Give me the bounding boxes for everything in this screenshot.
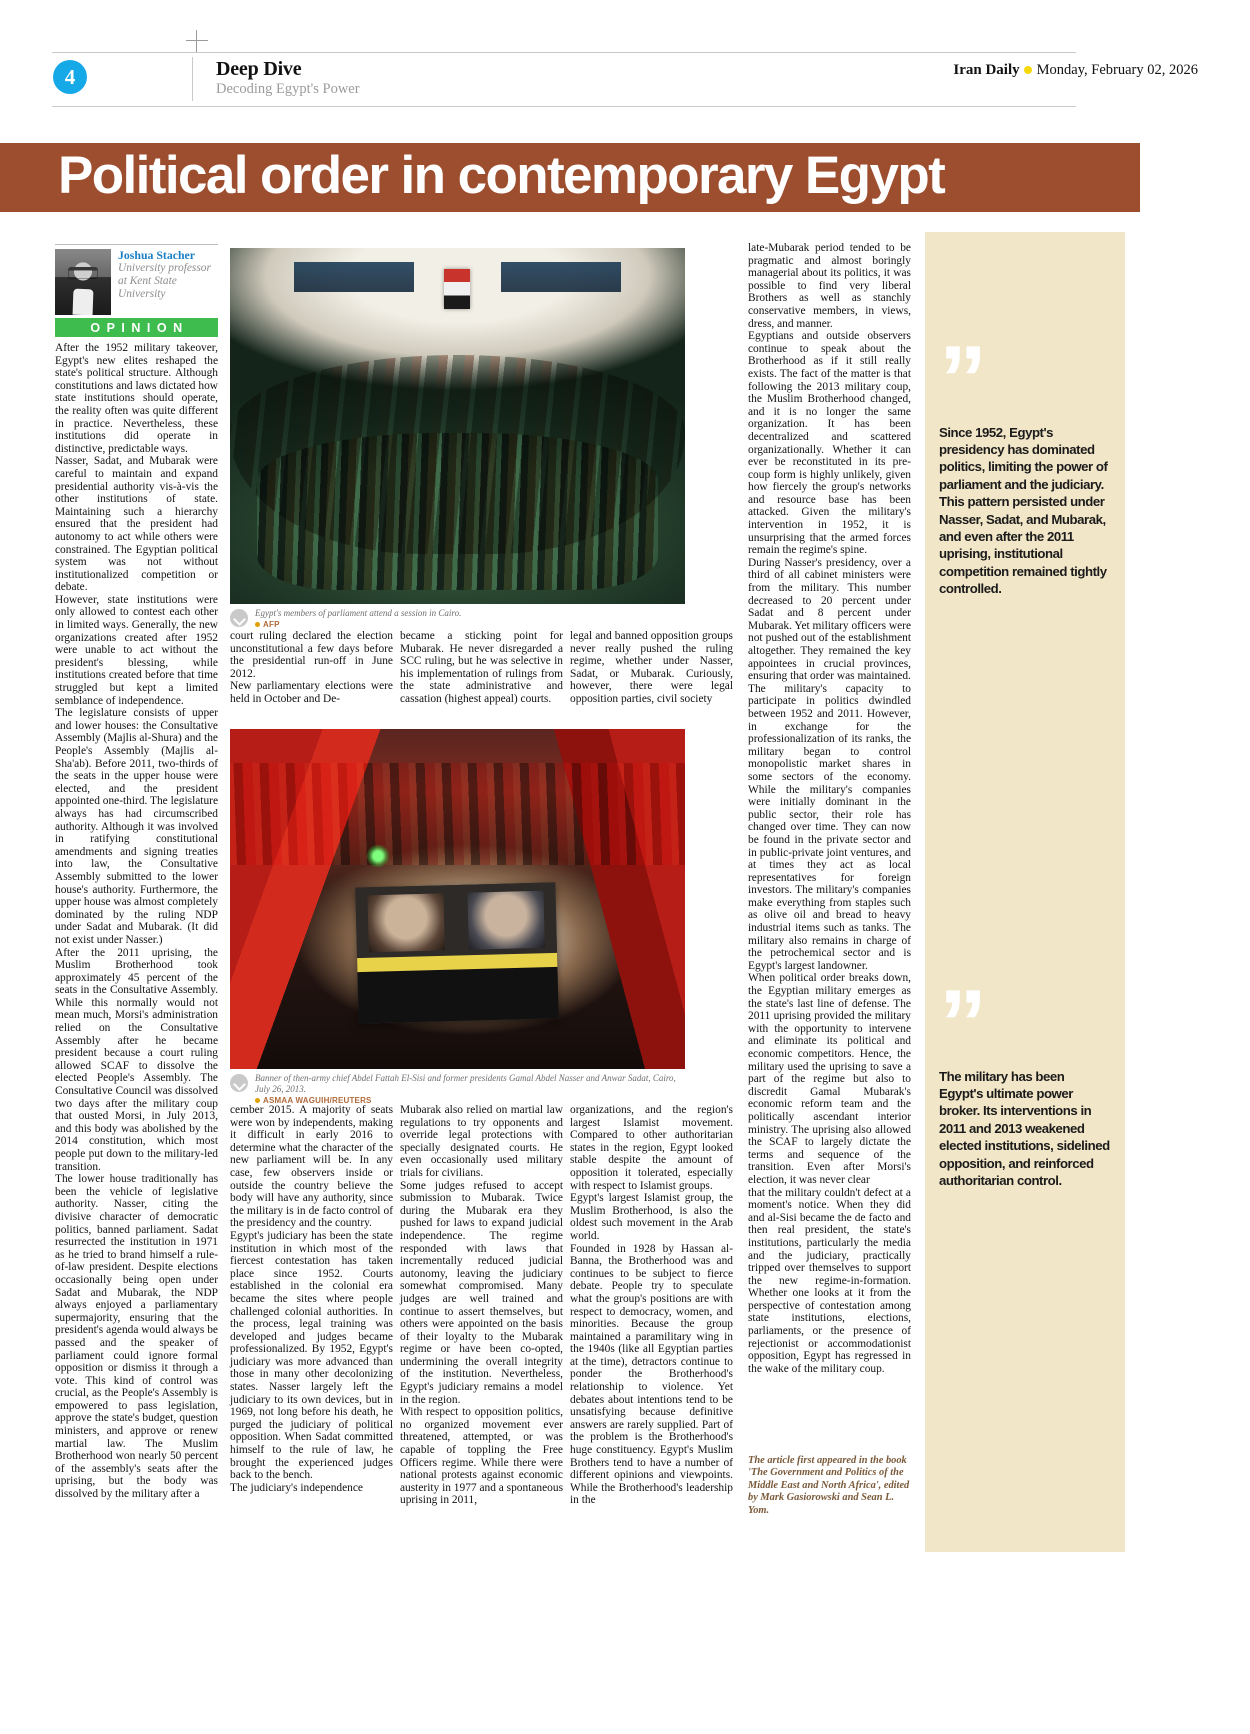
paragraph: The judiciary's independence bbox=[230, 1481, 363, 1494]
paragraph: The legislature consists of upper and lower houses: the Consultative Assembly (Majlis al-Shura) and the People's Assembly (Majlis al-Sha'ab). Before 2011, two-thirds of the seats in the upper house were elected, and the president appointed one-third. The legislature always has had circumscribed authority. Although it was involved in ratifying constitutional amendments and signing treaties into law, the Consultative Assembly submitted to the lower house's authority. Furthermore, the upper house was almost completely dominated by the ruling NDP under Sadat and Mubarak. (It did not exist under Nasser.) bbox=[55, 707, 219, 946]
publication-date: Monday, February 02, 2026 bbox=[1036, 62, 1198, 78]
paragraph: cember 2015. A majority of seats were won by independents, making it difficult in early 2016 to determine what the character of the new parliament will be. In any case, few observers inside or outside the country believe the body will have any authority, since the military is in de facto control of the presidency and the country. bbox=[230, 1104, 393, 1230]
paragraph: Founded in 1928 by Hassan al-Banna, the Brotherhood was and continues to be subject to fierce debate. People try to speculate what the group's positions are with respect to democracy, women, and minorities. Because the group maintained a paramilitary wing in the 1940s (like all Egyptian parties at the time), detractors continue to ponder the Brotherhood's relationship to violence. Yet debates about intentions tend to be unsatisfying because definitive answers are rarely supplied. Part of the problem is the Brotherhood's huge constituency. Egypt's Muslim Brothers tend to have a number of different opinions and viewpoints. While the Brotherhood's leadership in the bbox=[570, 1242, 733, 1507]
paragraph: late-Mubarak period tended to be pragmatic and almost boringly managerial about its politics, it was possible to find very liberal Brothers as well as stanchly conservative members, in views, dress, and manner. bbox=[748, 242, 911, 330]
paragraph: Mubarak also relied on martial law regulations to try opponents and override legal protections with specially designated courts. He even occasionally used military trials for civilians. bbox=[400, 1104, 563, 1179]
section-subtitle: Decoding Egypt's Power bbox=[216, 81, 360, 97]
source-note: The article first appeared in the book 'The Government and Politics of the Middle East and North Africa', edited by Mark Gasiorowski and Sean L. Yom. bbox=[748, 1455, 910, 1516]
paragraph: organizations, and the region's largest Islamist movement. Compared to other authoritarian states in the region, Egypt looked stable despite the amount of opposition it tolerated, especially with respect to Islamist groups. bbox=[570, 1104, 733, 1192]
caption-text: Banner of then-army chief Abdel Fattah El-Sisi and former presidents Gamal Abdel Nasser and Anwar Sadat, Cairo, July 26, 2013. bbox=[255, 1073, 676, 1094]
paragraph: that the military couldn't defect at a moment's notice. When they did and al-Sisi became the de facto and then real president, the state's institutions, particularly the media and the judiciary, practically tripped over themselves to support the new regime-in-formation. Whether one looks at it from the perspective of contestation among state institutions, elections, parliaments, or the presence of rejectionist or accommodationist opposition, Egypt has regressed in the wake of the military coup. bbox=[748, 1186, 911, 1375]
column-4-top bbox=[570, 630, 733, 706]
paragraph: The lower house traditionally has been the vehicle of legislative authority. Nasser, citing the divisive character of democratic politics, banned parliament. Sadat resurrected the institution in 1971 as he tried to brand himself a rule-of-law president. Despite elections occasionally being open under Sadat and Mubarak, the NDP always enjoyed a parliamentary supermajority, ensuring that the president's agenda would always be passed and the speaker of parliament could ignore formal opposition or dismiss it through a vote. This kind of control was crucial, as the People's Assembly is empowered to pass legislation, approve the state's budget, question ministers, and approve or renew martial law. The Muslim Brotherhood won nearly 50 percent of the assembly's seats after the uprising, but the body was dissolved by the military after a bbox=[55, 1173, 218, 1501]
credit-text: AFP bbox=[263, 620, 280, 629]
crop-mark bbox=[186, 30, 208, 52]
masthead bbox=[953, 62, 1198, 79]
header-top-rule bbox=[52, 52, 1076, 53]
quote-mark-icon: ” bbox=[939, 326, 983, 433]
paragraph: Egypt's judiciary has been the state institution in which most of the fiercest contestation has taken place since 1952. Courts established in the colonial era became the sites where people challenged colonial authorities. In the process, legal training was developed and judges became professionalized. By 1952, Egypt's judiciary was more advanced than those in many other decolonizing states. Nasser largely left the judiciary to its own devices, but in 1969, not long before his death, he purged the judiciary of political opposition. When Sadat committed himself to the rule of law, he brought the experienced judges back to the bench. bbox=[230, 1229, 393, 1482]
paragraph: However, state institutions were only allowed to contest each other in limited ways. Generally, the new organizations created after 1952 were unable to act without the president's blessing, while institutions created before that time struggled but kept a limited semblance of independence. bbox=[55, 593, 218, 707]
column-4-bottom bbox=[570, 1104, 733, 1507]
paragraph: During Nasser's presidency, over a third of all cabinet ministers were from the military. This number decreased to 20 percent under Sadat and 8 percent under Mubarak. Yet military officers were not pushed out of the establishment altogether. They remained the key appointees in crucial provinces, ensuring that order was maintained. bbox=[748, 556, 911, 683]
page-number-badge: 4 bbox=[53, 60, 87, 94]
paragraph: Egyptians and outside observers continue to speak about the Brotherhood as if it still really exists. The fact of the matter is that following the 2013 military coup, the Muslim Brotherhood changed, and it is no longer the same organization. It has been decentralized and scattered organizationally. Whether it can ever be reconstituted in its pre-coup form is highly unlikely, given how fiercely the group's networks and resource base has been attacked. Given the military's intervention in 1952, it is unsurprising that the armed forces remain the regime's spine. bbox=[748, 330, 911, 557]
pull-quote-text: The military has been Egypt's ultimate power broker. Its interventions in 2011 and 2013 weakened elected institutions, sidelined opposition, and reinforced authoritarian control. bbox=[939, 1068, 1110, 1188]
paragraph: After the 1952 military takeover, Egypt's new elites reshaped the state's political structure. Although constitutions and laws dictated how state institutions should operate, the reality often was quite different in practice. Nevertheless, these institutions did operate in distinctive, predictable ways. bbox=[55, 342, 218, 455]
paragraph: When political order breaks down, the Egyptian military emerges as the state's last line of defense. The 2011 uprising provided the military with the opportunity to intervene and eliminate its political and economic competitors. Hence, the military used the uprising to save a part of the regime but also to discredit Gamal Mubarak's economic reform team and the politically ascendant interior ministry. The uprising also allowed the SCAF to largely dictate the terms and sequence of the transition. Even after Morsi's election, it was never clear bbox=[748, 972, 911, 1186]
column-1 bbox=[55, 342, 218, 1501]
paragraph: The military's capacity to participate in politics dwindled between 1952 and 2011. However, in exchange for the professionalization of its ranks, the military began to control monopolistic market shares in some sectors of the economy. While the military's companies were initially dominant in the public sector, their role has changed over time. They can now be found in the private sector and in public-private joint ventures, and at times they act as local representatives for foreign investors. The military's companies make everything from staples such as olive oil and bread to heavy industrial items such as tanks. The military also remains in charge of the petrochemical sector and is Egypt's largest landowner. bbox=[748, 682, 911, 972]
section-title: Deep Dive bbox=[216, 58, 302, 80]
column-3-bottom bbox=[400, 1104, 563, 1507]
pull-quote-text: Since 1952, Egypt's presidency has dominated politics, limiting the power of parliament and the judiciary. This pattern persisted under Nasser, Sadat, and Mubarak, and even after the 2011 uprising, institutional competition remained tightly controlled. bbox=[939, 424, 1108, 597]
paragraph: court ruling declared the election unconstitutional a few days before the presidential run-off in June 2012. bbox=[230, 630, 393, 680]
author-name: Joshua Stacher bbox=[118, 248, 196, 262]
article-grid bbox=[0, 232, 1250, 1732]
paragraph: Some judges refused to accept submission to Mubarak. Twice during the Mubarak era they pushed for laws to expand judicial independence. The regime responded with laws that incrementally reduced judicial autonomy, leaving the judiciary somewhat compromised. Many judges are well trained and continue to assert themselves, but others were appointed on the basis of their loyalty to the Mubarak regime or have been co-opted, undermining the overall integrity of the institution. Nevertheless, Egypt's judiciary remains a model in the region. bbox=[400, 1179, 563, 1406]
credit-text: ASMAA WAGUIH/REUTERS bbox=[263, 1096, 372, 1105]
column-5 bbox=[748, 242, 911, 1452]
column-2-bottom bbox=[230, 1104, 393, 1494]
masthead-name: Iran Daily bbox=[953, 62, 1020, 78]
paragraph: After the 2011 uprising, the Muslim Brotherhood took approximately 45 percent of the seats in the Consultative Assembly. While this normally would not mean much, Morsi's administration relied on the Consultative Assembly after he became president because a court ruling allowed SCAF to dissolve the elected People's Assembly. The Consultative Council was dissolved two days after the military coup that ousted Morsi, in July 2013, and this body was abolished by the 2014 constitution, which most people put down to the military-led transition. bbox=[55, 946, 218, 1173]
bullet-dot-icon bbox=[1024, 66, 1032, 74]
caption-text: Egypt's members of parliament attend a session in Cairo. bbox=[255, 608, 462, 618]
column-3-top bbox=[400, 630, 563, 706]
paragraph: New parliamentary elections were held in October and De- bbox=[230, 680, 393, 705]
author-role: University professor at Kent State University bbox=[118, 262, 211, 301]
paragraph: legal and banned opposition groups never really pushed the ruling regime, whether under Nasser, Sadat, or Mubarak. Curiously, however, there were legal opposition parties, civil society bbox=[570, 630, 733, 705]
headline: Political order in contemporary Egypt bbox=[58, 146, 945, 205]
paragraph: Nasser, Sadat, and Mubarak were careful to maintain and expand presidential authority vis-à-vis the other institutions of state. Maintaining such a hierarchy ensured that the president had autonomy to act while others were constrained. The Egyptian political system was not without institutionalized competition or debate. bbox=[55, 455, 218, 594]
header-divider bbox=[192, 57, 193, 101]
paragraph: Egypt's largest Islamist group, the Muslim Brotherhood, is also the oldest such movement in the Arab world. bbox=[570, 1192, 733, 1242]
opinion-label-text: OPINION bbox=[90, 320, 189, 335]
paragraph: With respect to opposition politics, no organized movement ever threatened, attempted, or was capable of toppling the Free Officers regime. While there were national protests against economic austerity in 1977 and a spontaneous uprising in 2011, bbox=[400, 1406, 563, 1507]
header-bottom-rule bbox=[52, 106, 1076, 107]
column-2-top bbox=[230, 630, 393, 706]
quote-mark-icon: ” bbox=[939, 970, 983, 1077]
paragraph: became a sticking point for Mubarak. He never disregarded a SCC ruling, but he was selective in his implementation of rulings from the state administrative and cassation (highest appeal) courts. bbox=[400, 630, 563, 705]
